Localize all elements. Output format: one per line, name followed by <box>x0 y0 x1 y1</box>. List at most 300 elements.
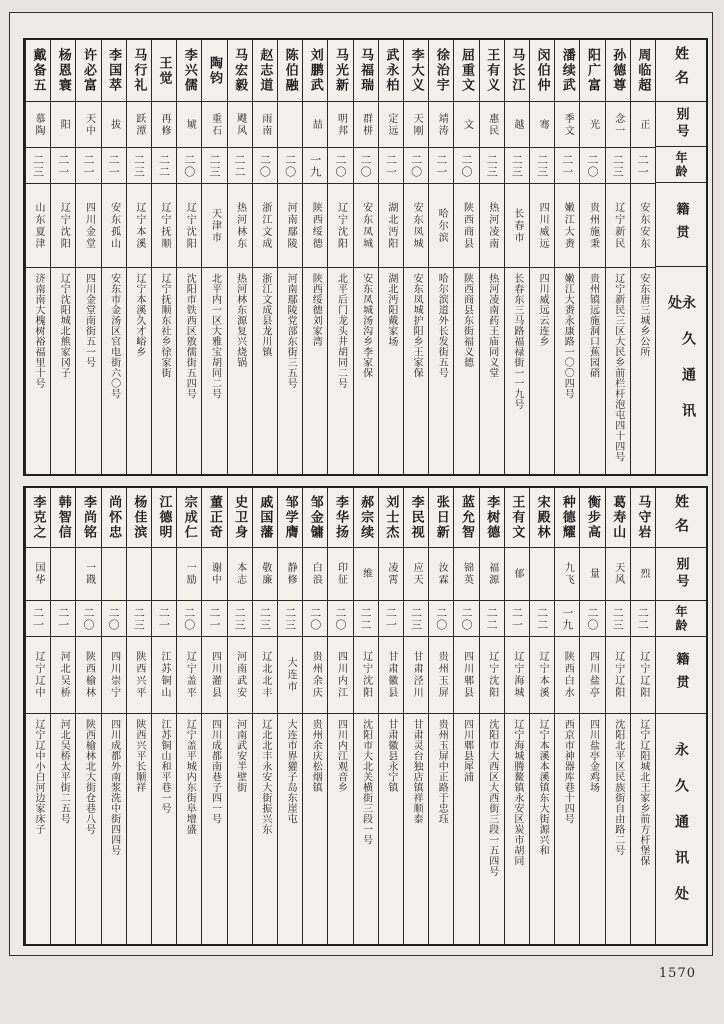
person-column <box>630 488 655 944</box>
person-age: 二一 <box>152 601 176 637</box>
person-name: 戚国藩 <box>253 488 277 548</box>
person-name: 衡步高 <box>580 488 604 548</box>
person-address: 湖北沔阳戴家场 <box>385 273 397 347</box>
person-column <box>353 488 378 944</box>
person-column <box>378 488 403 944</box>
person-age: 二〇 <box>580 148 604 184</box>
person-name: 潘续武 <box>555 40 579 102</box>
person-column <box>504 488 529 944</box>
person-address: 辽宁新民三区大民乡前栏杆泡屯四十四号 <box>612 273 624 462</box>
person-age: 二三 <box>530 148 554 184</box>
person-age: 二一 <box>51 148 75 184</box>
person-alias <box>51 548 75 601</box>
person-alias: 喆 <box>303 102 327 148</box>
person-name: 李树德 <box>480 488 504 548</box>
directory-table-top <box>23 38 708 476</box>
person-name: 武永柏 <box>379 40 403 102</box>
person-address: 北平内一区大雅宝胡同二号 <box>209 273 221 399</box>
person-native-place: 甘肃徽县 <box>379 637 403 714</box>
person-alias <box>152 548 176 601</box>
person-native-place: 辽宁沈阳 <box>328 184 352 268</box>
person-age: 二一 <box>76 148 100 184</box>
person-address: 四川金堂南街五一号 <box>83 273 95 368</box>
person-column <box>353 40 378 474</box>
person-native-place: 河南武安 <box>228 637 252 714</box>
person-alias: 光 <box>580 102 604 148</box>
person-column <box>504 40 529 474</box>
person-alias: 锦英 <box>454 548 478 601</box>
person-column <box>126 488 151 944</box>
person-alias: 慕陶 <box>26 102 50 148</box>
person-alias: 天风 <box>606 548 630 601</box>
person-column <box>227 40 252 474</box>
person-age: 二〇 <box>354 148 378 184</box>
person-name: 李国萃 <box>102 40 126 102</box>
person-age: 二〇 <box>76 601 100 637</box>
person-alias: 静修 <box>278 548 302 601</box>
person-column <box>201 488 226 944</box>
person-column <box>630 40 655 474</box>
header-name: 姓名 <box>656 40 706 102</box>
person-native-place: 贵州施秉 <box>580 184 604 268</box>
person-age: 二一 <box>26 601 50 637</box>
person-address: 安东唐三城乡公所 <box>637 273 649 357</box>
person-native-place: 四川盐亭 <box>580 637 604 714</box>
person-column <box>75 488 100 944</box>
person-native-place: 浙江文成 <box>253 184 277 268</box>
person-alias: 雨南 <box>253 102 277 148</box>
person-native-place: 安东凤城 <box>354 184 378 268</box>
person-address: 沈阳市铁西区敫儒街五四号 <box>184 273 196 399</box>
person-name: 杨佳滨 <box>127 488 151 548</box>
person-native-place: 甘肃泾川 <box>404 637 428 714</box>
person-column <box>50 488 75 944</box>
person-column <box>252 40 277 474</box>
person-address: 辽宁抚顺东社乡徐家街 <box>159 273 171 378</box>
person-age: 二三 <box>606 148 630 184</box>
person-age: 二〇 <box>253 148 277 184</box>
person-column <box>277 488 302 944</box>
person-name: 宋殿林 <box>530 488 554 548</box>
person-native-place: 辽宁沈阳 <box>51 184 75 268</box>
person-column <box>176 40 201 474</box>
person-name: 王觉 <box>152 40 176 102</box>
person-address: 安东市金汤区官电街六〇号 <box>108 273 120 399</box>
person-native-place: 四川郫县 <box>454 637 478 714</box>
person-age: 二〇 <box>404 148 428 184</box>
person-column <box>403 488 428 944</box>
person-alias: 量 <box>580 548 604 601</box>
person-column <box>453 488 478 944</box>
person-name: 刘士杰 <box>379 488 403 548</box>
person-address: 安东凤城护阳乡王家保 <box>411 273 423 378</box>
person-alias: 汝霖 <box>429 548 453 601</box>
person-native-place: 辽北北丰 <box>253 637 277 714</box>
person-alias <box>278 102 302 148</box>
person-column <box>151 40 176 474</box>
person-alias: 郁 <box>505 548 529 601</box>
person-name: 张日新 <box>429 488 453 548</box>
person-native-place: 湖北沔阳 <box>379 184 403 268</box>
person-native-place: 贵州玉屏 <box>429 637 453 714</box>
person-alias: 定远 <box>379 102 403 148</box>
person-native-place: 陕西兴平 <box>127 637 151 714</box>
person-alias: 九飞 <box>555 548 579 601</box>
person-alias: 再修 <box>152 102 176 148</box>
person-column <box>327 488 352 944</box>
person-column <box>453 40 478 474</box>
person-native-place: 贵州余庆 <box>303 637 327 714</box>
person-column <box>101 40 126 474</box>
person-age: 二〇 <box>454 148 478 184</box>
person-native-place: 大连市 <box>278 637 302 714</box>
person-native-place: 安东安东 <box>631 184 655 268</box>
person-address: 辽宁本溪本溪镇东大街源兴和 <box>537 719 549 856</box>
person-column <box>579 488 604 944</box>
table-header-column <box>655 488 706 944</box>
person-native-place: 陕西白水 <box>555 637 579 714</box>
person-age: 二三 <box>404 601 428 637</box>
person-address: 四川盐亭金鸡场 <box>587 719 599 793</box>
person-address: 甘肃灵台独店镇祥顺泰 <box>411 719 423 824</box>
person-native-place: 陕西榆林 <box>76 637 100 714</box>
person-age: 二二 <box>631 601 655 637</box>
person-name: 赵志道 <box>253 40 277 102</box>
header-native-place: 籍贯 <box>656 183 706 267</box>
person-address: 陕西绥德刘家湾 <box>310 273 322 347</box>
person-address: 辽宁本溪久才峪乡 <box>133 273 145 357</box>
person-age: 二二 <box>354 601 378 637</box>
person-column <box>428 40 453 474</box>
person-native-place: 辽宁辽中 <box>26 637 50 714</box>
person-name: 王有义 <box>480 40 504 102</box>
person-address: 四川成都南巷子四一号 <box>209 719 221 824</box>
person-address: 辽宁盖平城内东街阜增盛 <box>184 719 196 835</box>
person-address: 济南南大槐树裕福里十号 <box>33 273 45 389</box>
person-address: 河南武安半壁街 <box>234 719 246 793</box>
person-native-place: 辽宁辽阳 <box>631 637 655 714</box>
person-address: 甘肃徽县永宁镇 <box>385 719 397 793</box>
person-native-place: 辽宁本溪 <box>127 184 151 268</box>
person-alias: 烈 <box>631 548 655 601</box>
person-alias: 念一 <box>606 102 630 148</box>
directory-table-bottom <box>23 486 708 946</box>
person-name: 马守岩 <box>631 488 655 548</box>
person-native-place: 安东孤山 <box>102 184 126 268</box>
person-column <box>151 488 176 944</box>
person-alias: 维 <box>354 548 378 601</box>
person-age: 二一 <box>379 148 403 184</box>
person-column <box>529 488 554 944</box>
person-name: 马行礼 <box>127 40 151 102</box>
person-native-place: 辽宁沈阳 <box>177 184 201 268</box>
person-address: 辽宁沈阳城北熊家冈子 <box>58 273 70 378</box>
person-native-place: 安东凤城 <box>404 184 428 268</box>
person-age: 二〇 <box>429 601 453 637</box>
person-alias: 应天 <box>404 548 428 601</box>
person-native-place: 嫩江大赉 <box>555 184 579 268</box>
person-age: 二三 <box>278 601 302 637</box>
person-address: 河南鄢陵党部东街三五号 <box>285 273 297 389</box>
person-alias <box>530 548 554 601</box>
person-name: 李尚铭 <box>76 488 100 548</box>
person-address: 陕西榆林北大街仓巷八号 <box>83 719 95 835</box>
person-alias: 重石 <box>202 102 226 148</box>
person-name: 屈重文 <box>454 40 478 102</box>
person-column <box>554 488 579 944</box>
person-column <box>479 40 504 474</box>
person-name: 阳广富 <box>580 40 604 102</box>
person-address: 安东凤城汤沟乡李家保 <box>360 273 372 378</box>
person-address: 辽宁辽中小白河边家床子 <box>33 719 45 835</box>
person-name: 陈伯融 <box>278 40 302 102</box>
person-alias: 跃潭 <box>127 102 151 148</box>
person-column <box>605 488 630 944</box>
person-address: 长春东三马路福禄街一一九号 <box>511 273 523 410</box>
person-age: 二〇 <box>177 148 201 184</box>
person-alias: 明邦 <box>328 102 352 148</box>
person-name: 宗成仁 <box>177 488 201 548</box>
person-column <box>579 40 604 474</box>
person-column <box>126 40 151 474</box>
person-native-place: 四川金堂 <box>76 184 100 268</box>
person-column <box>554 40 579 474</box>
person-address: 沈阳市大北关横街三段一号 <box>360 719 372 845</box>
person-column <box>50 40 75 474</box>
person-column <box>25 488 50 944</box>
person-address: 四川威远云连乡 <box>537 273 549 347</box>
person-alias: 拔 <box>102 102 126 148</box>
person-native-place: 辽宁海城 <box>505 637 529 714</box>
person-name: 江德明 <box>152 488 176 548</box>
person-alias <box>102 548 126 601</box>
person-native-place: 热河林东 <box>228 184 252 268</box>
person-age: 二〇 <box>278 148 302 184</box>
person-address: 哈尔滨道外长发街五号 <box>436 273 448 378</box>
table-header-column <box>655 40 706 474</box>
header-address: 永久通讯处 <box>673 742 689 922</box>
person-alias: 凌霄 <box>379 548 403 601</box>
person-age: 二三 <box>228 601 252 637</box>
person-age: 二一 <box>202 601 226 637</box>
person-column <box>101 488 126 944</box>
person-alias: 本志 <box>228 548 252 601</box>
person-address: 热河林东源复兴烧锅 <box>234 273 246 368</box>
person-age: 二〇 <box>328 601 352 637</box>
person-age: 二二 <box>152 148 176 184</box>
person-native-place: 陕西绥德 <box>303 184 327 268</box>
person-name: 葛寿山 <box>606 488 630 548</box>
person-alias: 敬廉 <box>253 548 277 601</box>
person-address: 西京市神器库巷十四号 <box>562 719 574 824</box>
header-alias: 别号 <box>656 548 706 601</box>
person-age: 二一 <box>379 601 403 637</box>
person-alias: 天刚 <box>404 102 428 148</box>
person-age: 二〇 <box>177 601 201 637</box>
person-age: 二〇 <box>328 148 352 184</box>
person-alias: 虓 <box>177 102 201 148</box>
person-alias: 骞 <box>530 102 554 148</box>
person-alias: 惠民 <box>480 102 504 148</box>
person-name: 史卫身 <box>228 488 252 548</box>
person-name: 郝宗续 <box>354 488 378 548</box>
person-name: 董正奇 <box>202 488 226 548</box>
person-native-place: 山东夏津 <box>26 184 50 268</box>
person-age: 二三 <box>127 148 151 184</box>
person-age: 二二 <box>228 148 252 184</box>
person-alias: 靖涛 <box>429 102 453 148</box>
person-age: 二〇 <box>102 601 126 637</box>
person-age: 二一 <box>631 148 655 184</box>
person-native-place: 辽宁抚顺 <box>152 184 176 268</box>
person-column <box>252 488 277 944</box>
person-age: 二一 <box>102 148 126 184</box>
person-alias: 国华 <box>26 548 50 601</box>
person-name: 闵伯仲 <box>530 40 554 102</box>
person-address: 贵州玉屏中正路于忠珏 <box>436 719 448 824</box>
person-native-place: 河南鄢陵 <box>278 184 302 268</box>
person-alias: 文 <box>454 102 478 148</box>
person-column <box>302 40 327 474</box>
person-name: 邹学膺 <box>278 488 302 548</box>
person-age: 二二 <box>480 601 504 637</box>
person-age: 二一 <box>505 601 529 637</box>
person-alias: 阳 <box>51 102 75 148</box>
person-column <box>327 40 352 474</box>
person-alias: 正 <box>631 102 655 148</box>
person-alias: 一戡 <box>76 548 100 601</box>
person-address: 四川内江观音乡 <box>335 719 347 793</box>
person-name: 李大义 <box>404 40 428 102</box>
person-column <box>529 40 554 474</box>
person-alias: 越 <box>505 102 529 148</box>
person-address: 陕西商县东街福义德 <box>461 273 473 368</box>
header-age: 年龄 <box>656 147 706 183</box>
person-native-place: 陕西商县 <box>454 184 478 268</box>
person-age: 二一 <box>555 148 579 184</box>
person-native-place: 四川崇宁 <box>102 637 126 714</box>
person-column <box>201 40 226 474</box>
person-name: 尚怀忠 <box>102 488 126 548</box>
person-native-place: 辽宁沈阳 <box>354 637 378 714</box>
person-column <box>428 488 453 944</box>
person-alias <box>127 548 151 601</box>
person-address: 大连市界獾子岛东崖屯 <box>285 719 297 824</box>
person-address: 沈阳北平区民族街自由路二号 <box>612 719 624 856</box>
person-name: 杨恩寰 <box>51 40 75 102</box>
person-address: 陕西兴平长顺祥 <box>133 719 145 793</box>
person-address: 浙江文成县龙川镇 <box>259 273 271 357</box>
person-alias: 福源 <box>480 548 504 601</box>
person-name: 徐治宇 <box>429 40 453 102</box>
person-native-place: 辽宁新民 <box>606 184 630 268</box>
person-name: 周临超 <box>631 40 655 102</box>
person-name: 刘鹏武 <box>303 40 327 102</box>
person-native-place: 天津市 <box>202 184 226 268</box>
person-address: 河北吴桥太平街二五号 <box>58 719 70 824</box>
person-column <box>605 40 630 474</box>
person-alias: 天中 <box>76 102 100 148</box>
directory-page <box>14 12 708 946</box>
person-age: 二三 <box>202 148 226 184</box>
person-age: 二三 <box>253 601 277 637</box>
person-age: 二一 <box>51 601 75 637</box>
person-column <box>25 40 50 474</box>
person-name: 孙德尊 <box>606 40 630 102</box>
header-address: 永久通讯处 <box>666 294 696 439</box>
person-alias: 谢中 <box>202 548 226 601</box>
person-column <box>227 488 252 944</box>
person-address: 热河凌南药王庙同义堂 <box>486 273 498 378</box>
person-native-place: 四川威远 <box>530 184 554 268</box>
person-address: 四川郫县犀浦 <box>461 719 473 782</box>
person-age: 二二 <box>530 601 554 637</box>
person-alias: 季文 <box>555 102 579 148</box>
person-native-place: 辽宁本溪 <box>530 637 554 714</box>
person-address: 辽北北丰永安大街振兴东 <box>259 719 271 835</box>
person-column <box>277 40 302 474</box>
header-age: 年龄 <box>656 601 706 637</box>
person-name: 李兴儒 <box>177 40 201 102</box>
person-name: 马光新 <box>328 40 352 102</box>
person-name: 许必富 <box>76 40 100 102</box>
person-name: 李华扬 <box>328 488 352 548</box>
header-alias: 别号 <box>656 102 706 148</box>
person-age: 二三 <box>127 601 151 637</box>
person-native-place: 江苏铜山 <box>152 637 176 714</box>
person-native-place: 四川内江 <box>328 637 352 714</box>
person-name: 陶钧 <box>202 40 226 102</box>
person-age: 二一 <box>429 148 453 184</box>
person-name: 王有文 <box>505 488 529 548</box>
person-column <box>302 488 327 944</box>
person-address: 贵州余庆松烟镇 <box>310 719 322 793</box>
header-native-place: 籍贯 <box>656 637 706 714</box>
person-name: 李民视 <box>404 488 428 548</box>
header-name: 姓名 <box>656 488 706 548</box>
person-age: 二〇 <box>580 601 604 637</box>
person-native-place: 河北吴桥 <box>51 637 75 714</box>
person-age: 一九 <box>303 148 327 184</box>
person-age: 二三 <box>480 148 504 184</box>
person-address: 江苏铜山和平巷一号 <box>159 719 171 814</box>
person-age: 二三 <box>505 148 529 184</box>
person-alias: 一励 <box>177 548 201 601</box>
person-native-place: 辽宁沈阳 <box>480 637 504 714</box>
person-native-place: 长春市 <box>505 184 529 268</box>
person-address: 辽宁海城腾鳌镇永安区炭市胡同 <box>511 719 523 866</box>
person-age: 二〇 <box>303 601 327 637</box>
person-address: 辽宁辽阳城北王家乡前方杆堡保 <box>637 719 649 866</box>
person-native-place: 热河凌南 <box>480 184 504 268</box>
person-column <box>75 40 100 474</box>
person-age: 一九 <box>555 601 579 637</box>
person-address: 四川成都外南浆洗中街四四号 <box>108 719 120 856</box>
page-number: 1570 <box>658 966 696 981</box>
person-column <box>176 488 201 944</box>
person-native-place: 四川灌县 <box>202 637 226 714</box>
person-name: 邹金镛 <box>303 488 327 548</box>
person-name: 蓝允智 <box>454 488 478 548</box>
person-column <box>378 40 403 474</box>
person-column <box>479 488 504 944</box>
person-address: 北平后门龙头井胡同二号 <box>335 273 347 389</box>
person-name: 戴备五 <box>26 40 50 102</box>
person-name: 马长江 <box>505 40 529 102</box>
person-alias: 印征 <box>328 548 352 601</box>
person-address: 贵州镇远施洞口蕉园硝 <box>587 273 599 378</box>
person-name: 李克之 <box>26 488 50 548</box>
